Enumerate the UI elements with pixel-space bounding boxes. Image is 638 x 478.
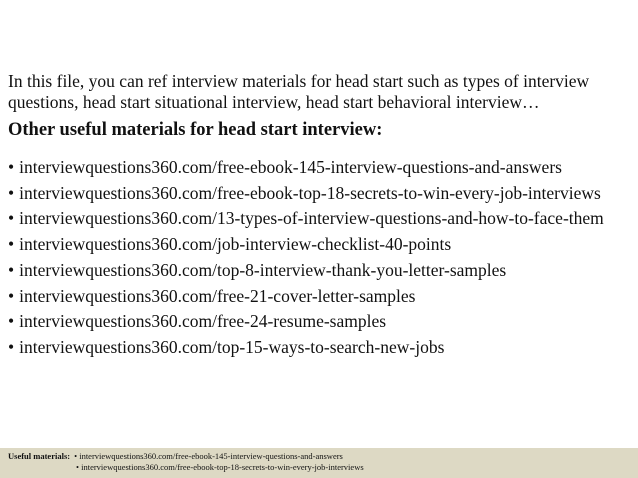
- link-text[interactable]: interviewquestions360.com/job-interview-checklist-40-points: [19, 234, 452, 255]
- footer-row: [8, 451, 343, 462]
- bullet: •: [8, 234, 15, 255]
- list-item[interactable]: [8, 284, 630, 310]
- bullet: •: [8, 285, 15, 306]
- intro-paragraph: In this file, you can ref interview materials for head start such as types of interview questions, head start situational interview, head start behavioral interview…: [8, 71, 590, 112]
- footer-link[interactable]: interviewquestions360.com/free-ebook-top-18-secrets-to-win-every-job-interviews: [81, 462, 364, 472]
- list-item[interactable]: [8, 309, 630, 335]
- list-item[interactable]: [8, 155, 630, 181]
- link-text[interactable]: interviewquestions360.com/top-15-ways-to-search-new-jobs: [19, 336, 445, 357]
- bullet: •: [8, 208, 15, 229]
- footer-row: [76, 462, 364, 473]
- list-item[interactable]: [8, 335, 630, 361]
- page-content: [8, 71, 630, 361]
- bullet: •: [8, 259, 15, 280]
- footer-link[interactable]: interviewquestions360.com/free-ebook-145-interview-questions-and-answers: [79, 451, 343, 461]
- list-item[interactable]: [8, 181, 630, 207]
- link-text[interactable]: interviewquestions360.com/free-24-resume-samples: [19, 311, 387, 332]
- link-text[interactable]: interviewquestions360.com/free-ebook-top-18-secrets-to-win-every-job-interviews: [19, 182, 601, 203]
- link-text[interactable]: interviewquestions360.com/free-ebook-145-interview-questions-and-answers: [19, 157, 562, 177]
- bullet: •: [8, 311, 15, 332]
- footer-bullet: •: [76, 462, 79, 472]
- list-item[interactable]: [8, 206, 630, 232]
- bullet: •: [8, 157, 15, 177]
- bullet: •: [8, 336, 15, 357]
- link-text[interactable]: interviewquestions360.com/13-types-of-interview-questions-and-how-to-face-them: [19, 208, 604, 229]
- footer-bullet: •: [74, 451, 78, 461]
- list-item[interactable]: [8, 258, 630, 284]
- materials-link-list: [8, 155, 630, 361]
- link-text[interactable]: interviewquestions360.com/top-8-interview-thank-you-letter-samples: [19, 259, 507, 280]
- bullet: •: [8, 182, 15, 203]
- footer-bar: [0, 448, 638, 478]
- list-item[interactable]: [8, 232, 630, 258]
- section-heading: Other useful materials for head start interview:: [8, 120, 383, 140]
- footer-label: Useful materials:: [8, 451, 71, 461]
- link-text[interactable]: interviewquestions360.com/free-21-cover-letter-samples: [19, 285, 416, 306]
